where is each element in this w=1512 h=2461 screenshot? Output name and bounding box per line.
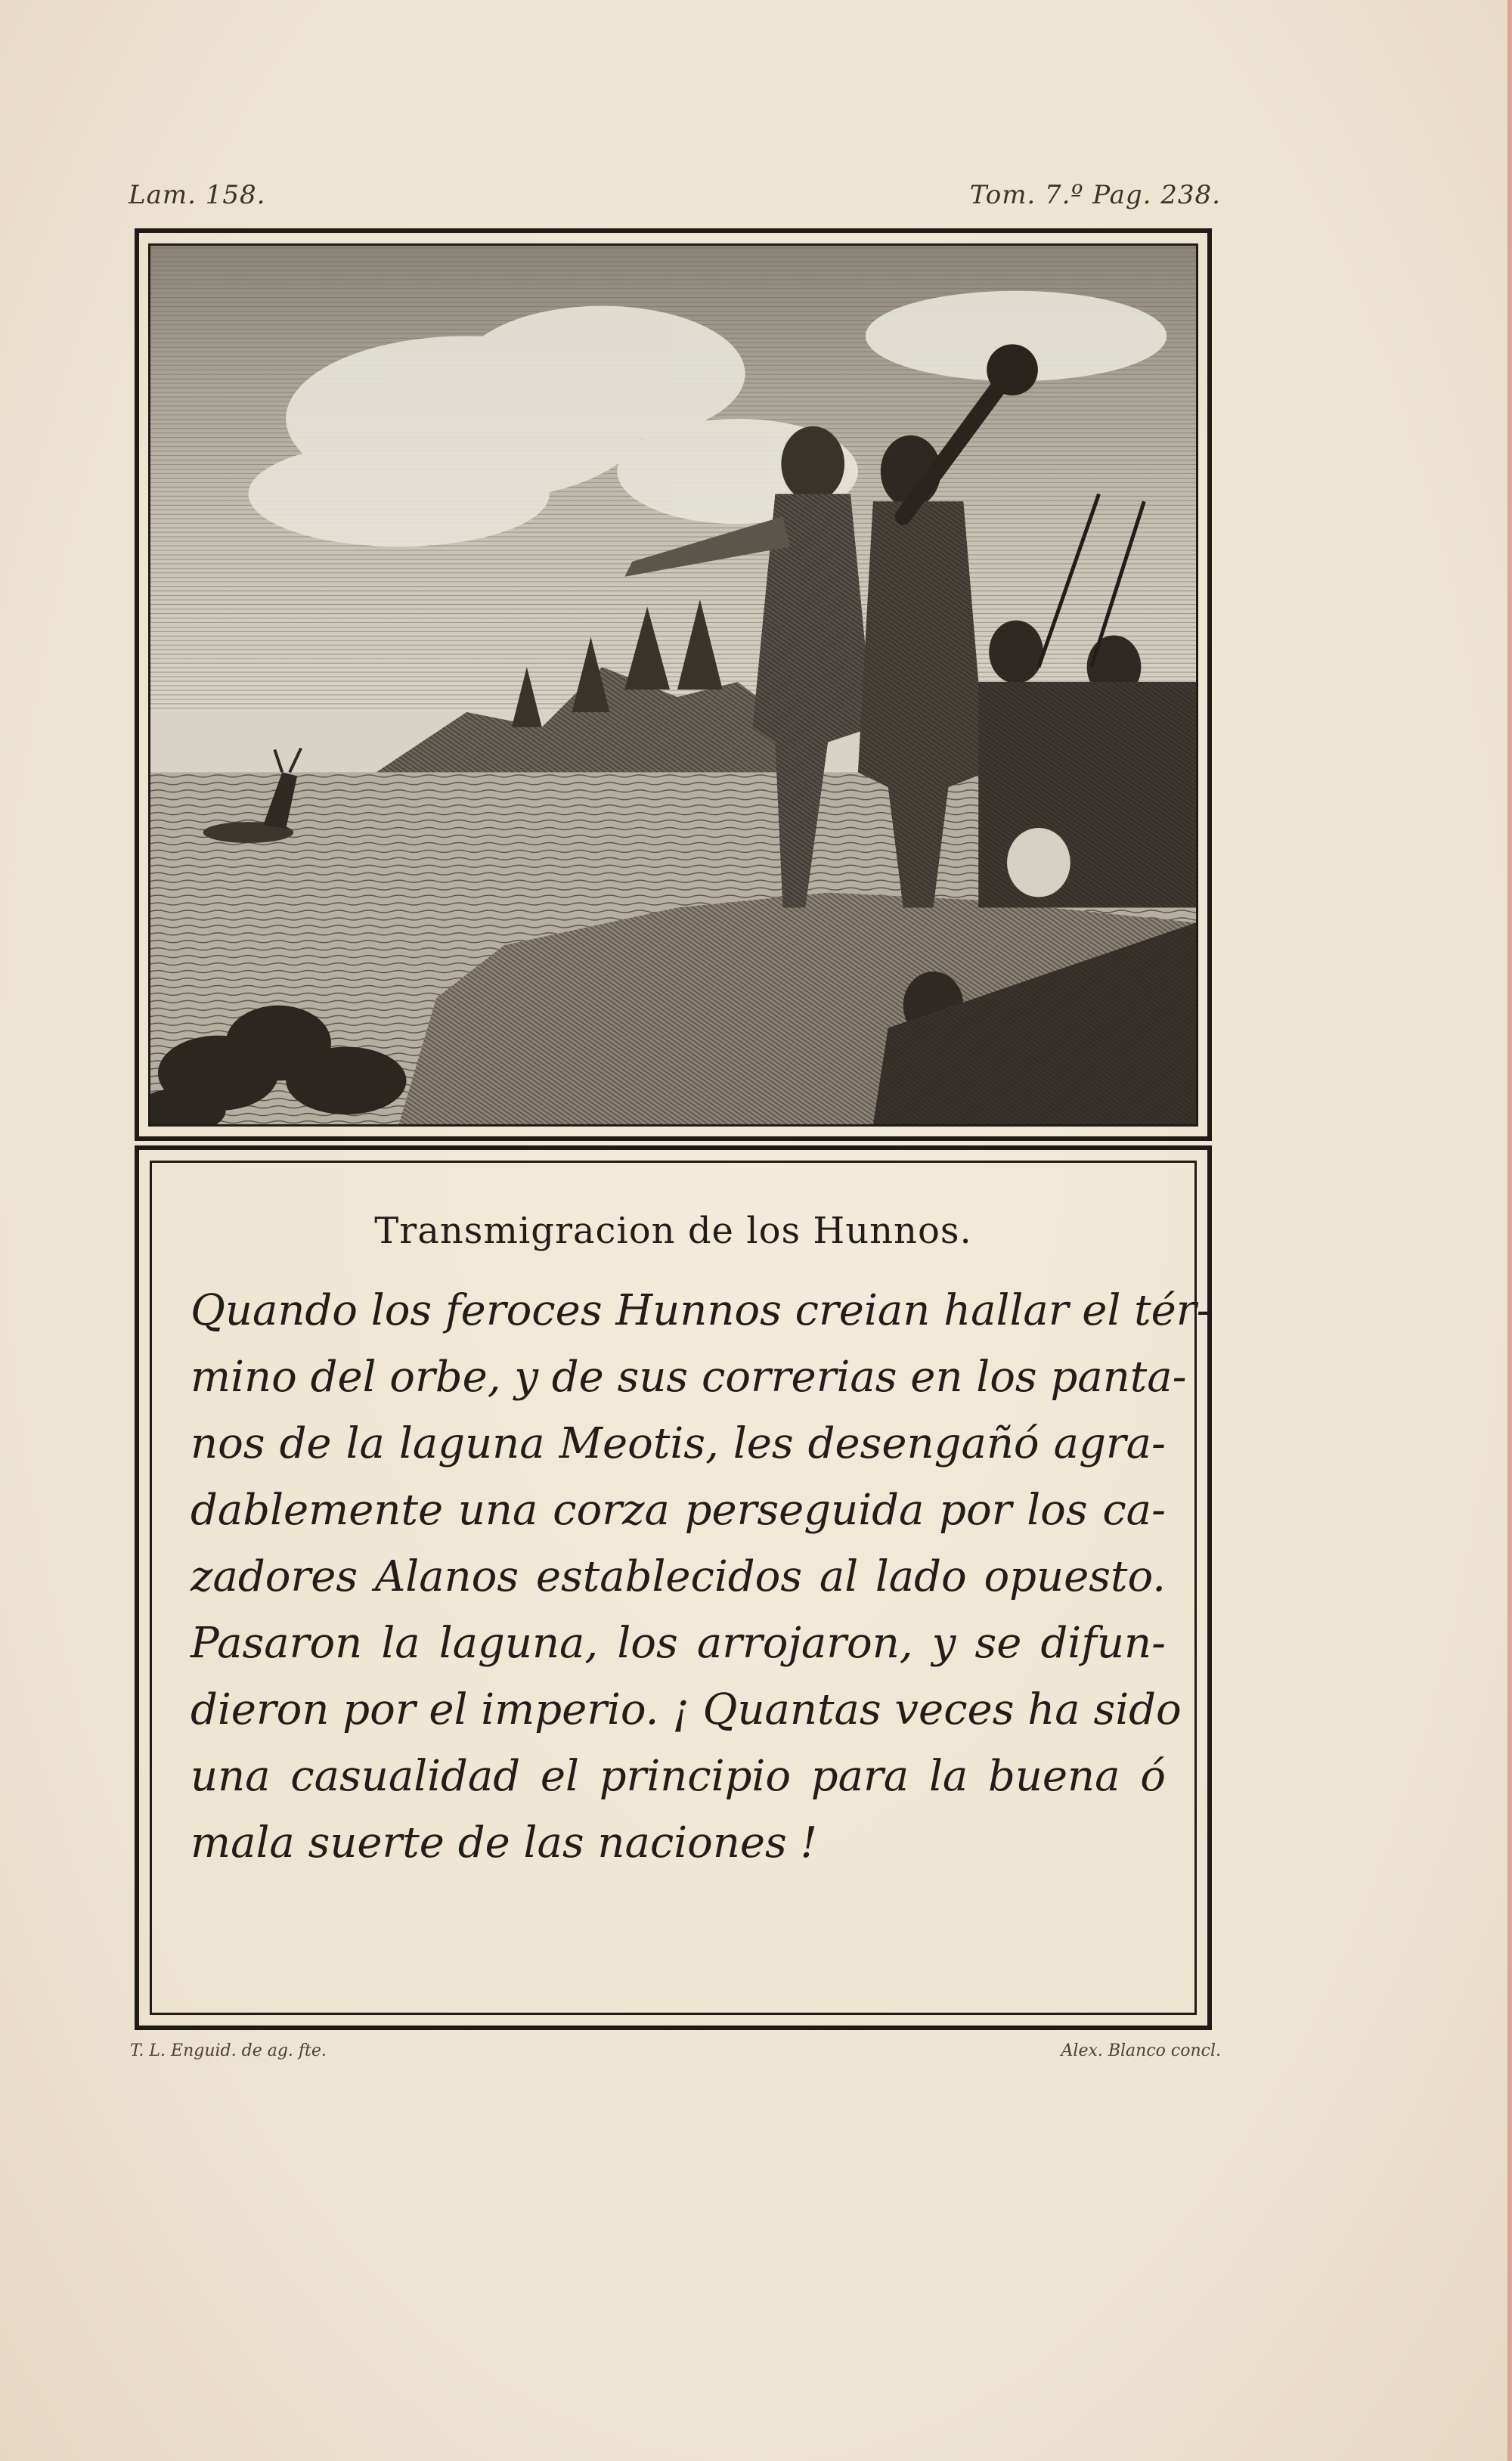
engraving-illustration bbox=[148, 243, 1198, 1127]
caption-line: mino del orbe, y de sus correrias en los panta- bbox=[191, 1353, 1187, 1402]
caption-line: dieron por el imperio. ¡ Quantas veces ha sido bbox=[191, 1685, 1182, 1734]
plate-title: Transmigracion de los Hunnos. bbox=[374, 1210, 972, 1252]
finisher-credit: Alex. Blanco concl. bbox=[1061, 2041, 1221, 2060]
caption-line: mala suerte de las naciones ! bbox=[191, 1818, 818, 1867]
caption-text bbox=[191, 1278, 1211, 1877]
caption-line: una casualidad el principio para la buena ó bbox=[191, 1752, 1166, 1801]
caption-line: zadores Alanos establecidos al lado opuesto. bbox=[191, 1552, 1166, 1601]
caption-line: dablemente una corza perseguida por los ca- bbox=[191, 1486, 1166, 1535]
caption-line: Quando los feroces Hunnos creian hallar el tér- bbox=[191, 1286, 1211, 1335]
plate-number: Lam. 158. bbox=[129, 180, 266, 210]
caption-line: Pasaron la laguna, los arrojaron, y se difun- bbox=[191, 1619, 1166, 1668]
caption-line: nos de la laguna Meotis, les desengañó agra- bbox=[191, 1419, 1166, 1468]
engraving-scene bbox=[150, 246, 1196, 1124]
volume-page-reference: Tom. 7.º Pag. 238. bbox=[969, 180, 1221, 210]
paper-edge bbox=[1507, 0, 1512, 2461]
engraver-credit: T. L. Enguid. de ag. fte. bbox=[130, 2041, 327, 2060]
